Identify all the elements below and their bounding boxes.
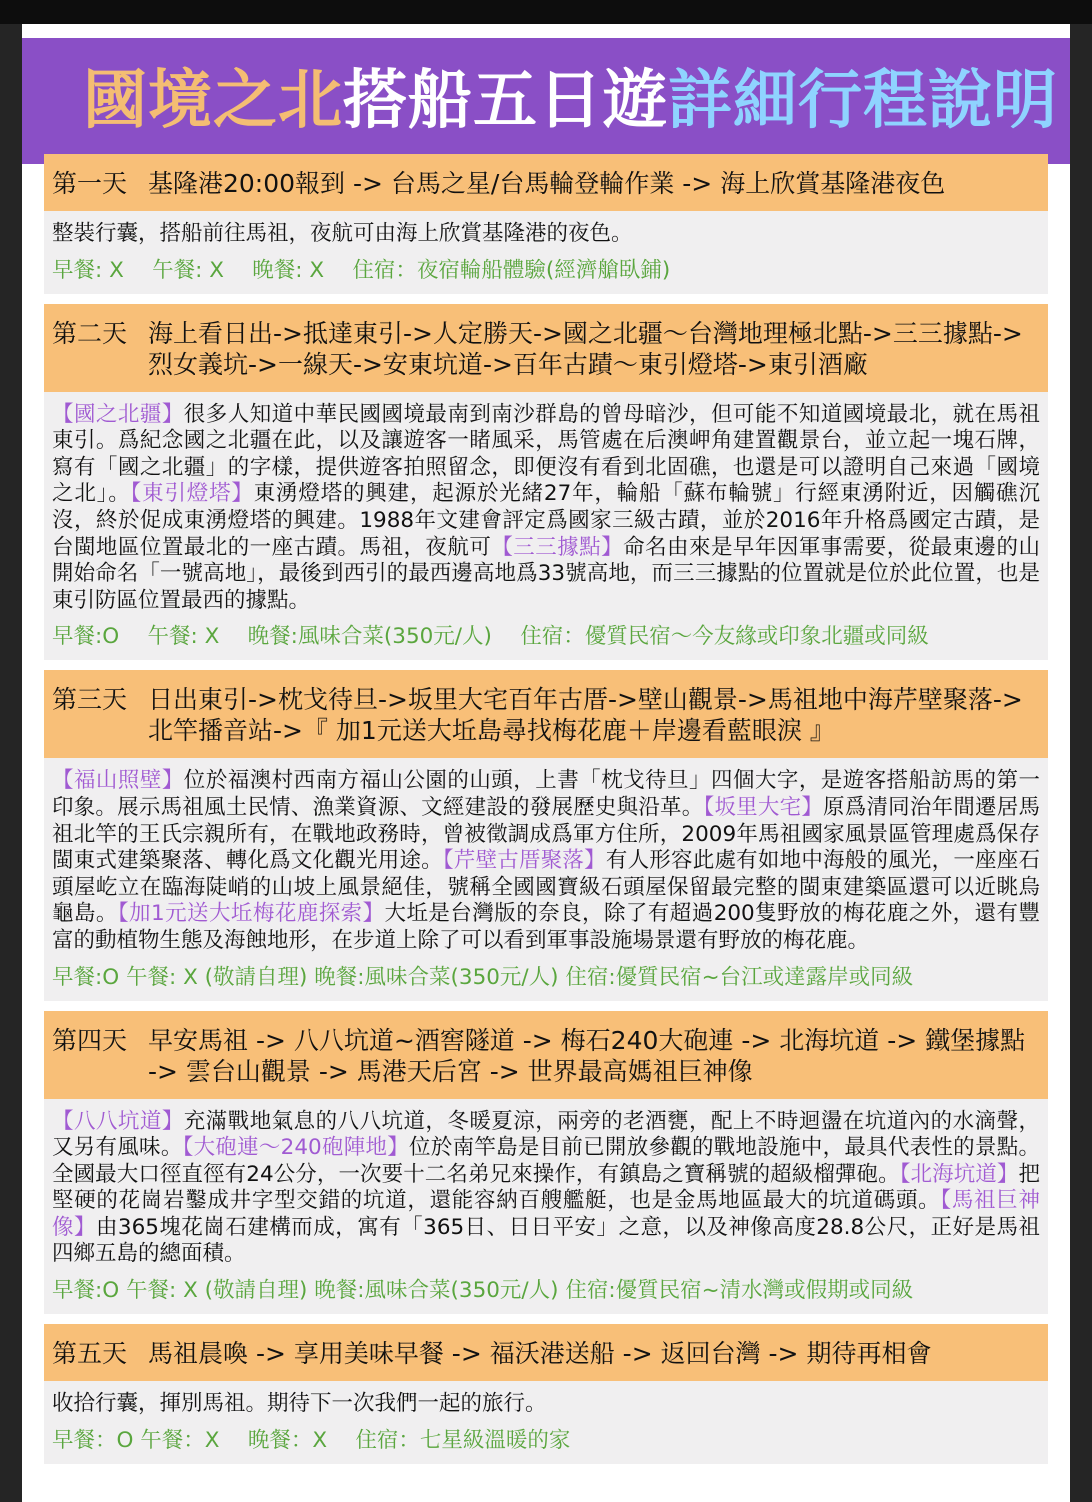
day-4-body [44,1099,1048,1315]
highlight-title: 【國之北疆】 [52,401,184,427]
day-route: 早安馬祖 -> 八八坑道~酒窖隧道 -> 梅石240大砲連 -> 北海坑道 -> 鐵堡據點 -> 雲台山觀景 -> 馬港天后宮 -> 世界最高媽祖巨神像 [148,1025,1026,1086]
highlight-title: 【八八坑道】 [52,1108,184,1134]
day-label: 第四天 [52,1025,128,1055]
day-meals: 早餐: X 午餐: X 晚餐: X 住宿：夜宿輪船體驗(經濟艙臥鋪) [52,257,671,283]
description-text: 整裝行囊，搭船前往馬祖，夜航可由海上欣賞基隆港的夜色。 [52,221,633,246]
highlight-title: 【芹壁古厝聚落】 [442,848,606,874]
day-5-body [44,1381,1048,1464]
day-2-body [44,392,1048,661]
day-route: 馬祖晨喚 -> 享用美味早餐 -> 福沃港送船 -> 返回台灣 -> 期待再相會 [148,1339,932,1369]
highlight-title: 【北海坑道】 [899,1161,1019,1187]
title-part-3: 詳細行程說明 [668,64,1058,138]
itinerary-days [44,154,1048,1464]
day-5-header [44,1324,1048,1381]
highlight-title: 【馬祖巨神像】 [52,1188,1040,1240]
right-margin [1070,24,1092,1502]
highlight-title: 【加1元送大坵梅花鹿探索】 [117,901,385,927]
description-text: 由365塊花崗石建構而成，寓有「365日、日日平安」之意，以及神像高度28.8公尺，正好是馬祖四鄉五島的總面積。 [52,1214,1040,1267]
title-banner [22,38,1070,164]
day-description [52,768,1040,954]
day-label: 第一天 [52,169,128,198]
day-2-section [44,304,1048,661]
description-text: 有人形容此處有如地中海般的風光，一座座石頭屋屹立在臨海陡峭的山坡上風景絕佳，號稱全國國寶級石頭屋保留最完整的閩東建築區還可以近眺烏龜島。 [52,848,1040,927]
day-4-header [44,1011,1048,1099]
day-meals: 早餐:O 午餐: X 晚餐:風味合菜(350元/人) 住宿：優質民宿～今友緣或印象北疆或同級 [52,624,929,650]
title-part-2: 搭船五日遊 [343,64,668,138]
description-text: 充滿戰地氣息的八八坑道，冬暖夏涼，兩旁的老酒甕，配上不時迴盪在坑道內的水滴聲，又另有風味。 [52,1108,1040,1161]
day-1-body [44,211,1048,294]
highlight-title: 【三三據點】 [491,534,624,560]
day-meals: 早餐:O 午餐: X (敬請自理) 晚餐:風味合菜(350元/人) 住宿:優質民宿~清水灣或假期或同級 [52,1278,914,1304]
day-description [52,1109,1040,1269]
day-1-section [44,154,1048,294]
day-label: 第五天 [52,1339,128,1369]
description-text: 位於南竿島是目前已開放參觀的戰地設施中，最具代表性的景點。全國最大口徑直徑有24公分，一次要十二名弟兄來操作，有鎮島之寶稱號的超級榴彈砲。 [52,1135,1040,1187]
day-label: 第三天 [52,685,128,715]
title-part-1: 國境之北 [83,64,343,138]
day-description [52,221,1040,248]
day-3-header [44,670,1048,758]
description-text: 把堅硬的花崗岩鑿成井字型交錯的坑道，還能容納百艘艦艇，也是金馬地區最大的坑道碼頭。 [52,1161,1040,1214]
description-text: 東湧燈塔的興建，起源於光緒27年，輪船「蘇布輪號」行經東湧附近，因觸礁沉沒，終於促成東湧燈塔的興建。1988年文建會評定爲國家三級古蹟，並於2016年升格爲國定古蹟，是台閩地區位置最北的一座古蹟。馬祖，夜航可 [52,481,1040,560]
day-1-header [44,154,1048,211]
description-text: 原爲清同治年間遷居馬祖北竿的王氏宗親所有，在戰地政務時，曾被徵調成爲軍方住所，2009年馬祖國家風景區管理處爲保存閩東式建築聚落、轉化爲文化觀光用途。 [52,794,1040,874]
highlight-title: 【大砲連～240砲陣地】 [182,1135,410,1161]
day-route: 海上看日出->抵達東引->人定勝天->國之北疆～台灣地理極北點->三三據點->烈女義坑->一線天->安東坑道->百年古蹟～東引燈塔->東引酒廠 [148,318,1023,379]
description-text: 大坵是台灣版的奈良，除了有超過200隻野放的梅花鹿之外，還有豐富的動植物生態及海蝕地形，在步道上除了可以看到軍事設施場景還有野放的梅花鹿。 [52,901,1040,953]
top-bar [0,0,1092,24]
day-label: 第二天 [52,318,128,348]
highlight-title: 【福山照壁】 [52,768,184,794]
description-text: 位於福澳村西南方福山公園的山頭，上書「枕戈待旦」四個大字，是遊客搭船訪馬的第一印象。展示馬祖風土民情、漁業資源、文經建設的發展歷史與沿革。 [52,768,1040,820]
day-3-body [44,758,1048,1000]
day-meals: 早餐:O 午餐: X (敬請自理) 晚餐:風味合菜(350元/人) 住宿:優質民宿~台江或達露岸或同級 [52,964,914,990]
day-meals: 早餐：O 午餐：X 晚餐：X 住宿：七星級溫暖的家 [52,1427,571,1453]
left-margin [0,24,22,1502]
day-2-header [44,304,1048,392]
day-route: 日出東引->枕戈待旦->坂里大宅百年古厝->壁山觀景->馬祖地中海芹壁聚落->北竿播音站->『 加1元送大坵島尋找梅花鹿＋岸邊看藍眼淚 』 [148,685,1023,746]
day-5-section [44,1324,1048,1464]
description-text: 收拾行囊，揮別馬祖。期待下一次我們一起的旅行。 [52,1391,547,1417]
day-description [52,402,1040,615]
itinerary-sheet [22,24,1070,1502]
day-3-section [44,670,1048,1000]
description-text: 命名由來是早年因軍事需要，從最東邊的山開始命名「一號高地」，最後到西引的最西邊高地爲33號高地，而三三據點的位置就是位於此位置，也是東引防區位置最西的據點。 [52,534,1040,613]
highlight-title: 【坂里大宅】 [703,794,824,820]
highlight-title: 【東引燈塔】 [130,481,254,507]
day-4-section [44,1011,1048,1315]
day-route: 基隆港20:00報到 -> 台馬之星/台馬輪登輪作業 -> 海上欣賞基隆港夜色 [148,169,946,198]
day-description [52,1391,1040,1418]
description-text: 很多人知道中華民國國境最南到南沙群島的曾母暗沙，但可能不知道國境最北，就在馬祖東引。爲紀念國之北疆在此，以及讓遊客一睹風采，馬管處在后澳岬角建置觀景台，並立起一塊石牌，寫有「國之北疆」的字樣，提供遊客拍照留念，即便沒有看到北固礁，也還是可以證明自己來過「國境之北」。 [52,401,1040,507]
